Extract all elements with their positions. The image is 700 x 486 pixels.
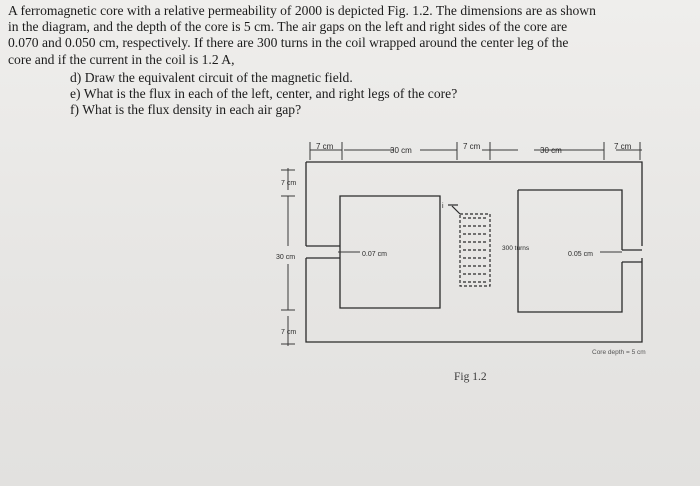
dim-top-center-leg: 7 cm: [463, 142, 481, 151]
problem-line: A ferromagnetic core with a relative permeability of 2000 is depicted Fig. 1.2. The dimensions are as shown: [8, 3, 596, 18]
dim-side-bottom: 7 cm: [281, 329, 297, 336]
dim-top-span-right: 30 cm: [540, 146, 562, 155]
current-label: i: [442, 203, 444, 210]
core-depth-label: Core depth = 5 cm: [592, 349, 646, 356]
right-air-gap: [622, 250, 642, 262]
question-f: f) What is the flux density in each air gap?: [70, 102, 302, 118]
question-d: d) Draw the equivalent circuit of the magnetic field.: [70, 69, 353, 85]
right-gap-label: 0.05 cm: [568, 251, 593, 258]
coil-turns: [463, 218, 487, 282]
problem-line: in the diagram, and the depth of the core is 5 cm. The air gaps on the left and right sides of the core are: [8, 19, 568, 35]
dim-side-top: 7 cm: [281, 180, 297, 187]
coil-lead: [452, 206, 460, 214]
question-e: e) What is the flux in each of the left, center, and right legs of the core?: [70, 86, 458, 102]
dim-top-left-leg: 7 cm: [316, 142, 334, 151]
dim-top-right-leg: 7 cm: [614, 142, 632, 151]
dim-side-middle: 30 cm: [276, 254, 296, 261]
left-gap-label: 0.07 cm: [362, 251, 387, 258]
figure-caption: Fig 1.2: [454, 371, 487, 383]
coil-winding: [448, 205, 490, 286]
problem-line: 0.070 and 0.050 cm, respectively. If there are 300 turns in the coil wrapped around the center leg of the: [8, 35, 569, 51]
dim-top-span-left: 30 cm: [390, 146, 412, 155]
turns-label: 300 turns: [502, 245, 530, 252]
problem-line: core and if the current in the coil is 1.2 A,: [8, 51, 235, 67]
left-air-gap: [306, 246, 340, 258]
